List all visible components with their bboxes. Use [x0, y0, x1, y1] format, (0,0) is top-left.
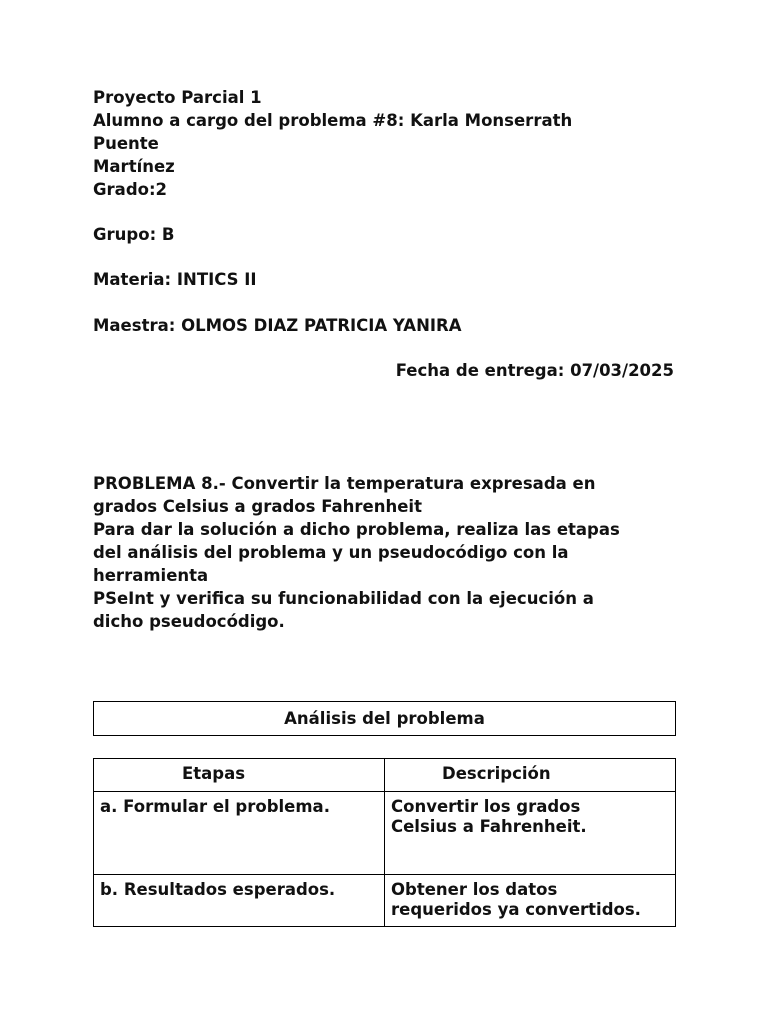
problem-line: herramienta [93, 566, 209, 585]
student-line: Alumno a cargo del problema #8: Karla Monserrath [93, 111, 573, 130]
group-line: Grupo: B [93, 225, 175, 244]
etapa-cell: a. Formular el problema. [94, 792, 385, 875]
grade-line: Grado:2 [93, 180, 168, 199]
subject-line: Materia: INTICS II [93, 270, 257, 289]
header-etapas: Etapas [94, 759, 385, 792]
table-row [94, 792, 676, 875]
header-descripcion: Descripción [385, 759, 676, 792]
problem-line: PSeInt y verifica su funcionabilidad con la ejecución a [93, 589, 594, 608]
descripcion-line: Obtener los datos [391, 880, 558, 899]
descripcion-line: Convertir los grados [391, 797, 581, 816]
analysis-title-box [93, 701, 676, 736]
descripcion-line: Celsius a Fahrenheit. [391, 817, 587, 836]
due-date-line: Fecha de entrega: 07/03/2025 [395, 361, 674, 380]
descripcion-cell [385, 875, 676, 927]
analysis-title: Análisis del problema [284, 709, 485, 728]
student-surname-line-2: Martínez [93, 157, 175, 176]
table-row [94, 875, 676, 927]
teacher-line: Maestra: OLMOS DIAZ PATRICIA YANIRA [93, 316, 462, 335]
student-surname-line: Puente [93, 134, 159, 153]
analysis-table [93, 758, 676, 927]
problem-line: dicho pseudocódigo. [93, 612, 285, 631]
problem-line: Para dar la solución a dicho problema, realiza las etapas [93, 520, 620, 539]
table-header-row [94, 759, 676, 792]
descripcion-cell [385, 792, 676, 875]
descripcion-line: requeridos ya convertidos. [391, 900, 641, 919]
problem-line: del análisis del problema y un pseudocódigo con la [93, 543, 569, 562]
problem-line: PROBLEMA 8.- Convertir la temperatura expresada en [93, 474, 596, 493]
etapa-cell: b. Resultados esperados. [94, 875, 385, 927]
project-title: Proyecto Parcial 1 [93, 88, 262, 107]
problem-line: grados Celsius a grados Fahrenheit [93, 497, 422, 516]
